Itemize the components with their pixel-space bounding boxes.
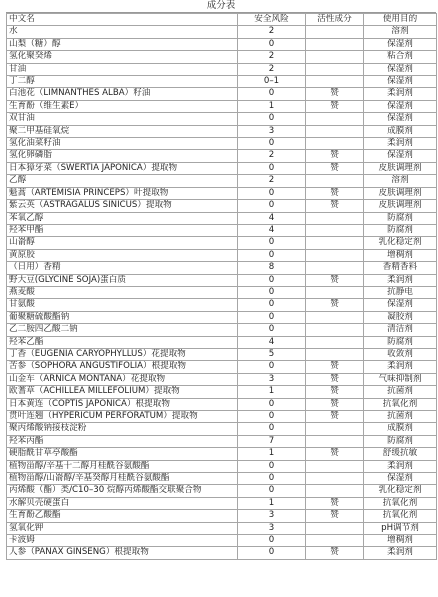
active-flag [306, 113, 364, 125]
table-row [7, 63, 437, 75]
ingredient-name: 氢化卵磷脂 [7, 150, 238, 162]
usage-purpose: 抗静电 [364, 286, 437, 298]
ingredient-name: 水 [7, 26, 238, 38]
ingredient-name: 氢氧化钾 [7, 522, 238, 534]
usage-purpose: 保湿剂 [364, 150, 437, 162]
table-row [7, 162, 437, 174]
table-row [7, 547, 437, 559]
ingredient-name: 野大豆(GLYCINE SOJA)蛋白质 [7, 274, 238, 286]
active-flag [306, 460, 364, 472]
active-flag: 赞 [306, 386, 364, 398]
ingredient-name: 山嵛醇 [7, 237, 238, 249]
active-flag [306, 286, 364, 298]
safety-risk: 5 [238, 348, 306, 360]
safety-risk: 1 [238, 497, 306, 509]
usage-purpose: 保湿剂 [364, 299, 437, 311]
table-row [7, 76, 437, 88]
ingredient-name: 黄原胶 [7, 249, 238, 261]
table-row [7, 386, 437, 398]
table-row [7, 150, 437, 162]
active-flag: 赞 [306, 361, 364, 373]
active-flag [306, 262, 364, 274]
active-flag: 赞 [306, 373, 364, 385]
table-row [7, 26, 437, 38]
ingredient-name: 魁蒿（ARTEMISIA PRINCEPS）叶提取物 [7, 187, 238, 199]
active-flag [306, 51, 364, 63]
safety-risk: 1 [238, 386, 306, 398]
table-row [7, 274, 437, 286]
ingredient-name: 燕麦酸 [7, 286, 238, 298]
active-flag: 赞 [306, 497, 364, 509]
ingredient-name: 聚丙烯酸钠接枝淀粉 [7, 423, 238, 435]
ingredient-name: 丁香（EUGENIA CARYOPHYLLUS）花提取物 [7, 348, 238, 360]
table-row [7, 125, 437, 137]
ingredient-name: 氢化聚癸烯 [7, 51, 238, 63]
ingredient-name: 紫云英（ASTRAGALUS SINICUS）提取物 [7, 200, 238, 212]
table-row [7, 175, 437, 187]
usage-purpose: 抗氧化剂 [364, 510, 437, 522]
safety-risk: 0 [238, 187, 306, 199]
usage-purpose: 粘合剂 [364, 51, 437, 63]
usage-purpose: 保湿剂 [364, 113, 437, 125]
table-row [7, 100, 437, 112]
usage-purpose: 柔润剂 [364, 138, 437, 150]
table-row [7, 510, 437, 522]
active-flag: 赞 [306, 150, 364, 162]
ingredient-name: 甘油 [7, 63, 238, 75]
active-flag [306, 237, 364, 249]
ingredient-name: 甘氨酸 [7, 299, 238, 311]
safety-risk: 3 [238, 522, 306, 534]
table-row [7, 212, 437, 224]
table-row [7, 187, 437, 199]
safety-risk: 0 [238, 249, 306, 261]
usage-purpose: 舒缓抗敏 [364, 448, 437, 460]
usage-purpose: 凝胶剂 [364, 311, 437, 323]
header-active: 活性成分 [306, 14, 364, 26]
ingredient-name: 苯氧乙醇 [7, 212, 238, 224]
ingredient-name: 白池花（LIMNANTHES ALBA）籽油 [7, 88, 238, 100]
table-row [7, 336, 437, 348]
ingredient-name: 葡聚糖硫酸酯钠 [7, 311, 238, 323]
table-row [7, 324, 437, 336]
safety-risk: 4 [238, 224, 306, 236]
active-flag: 赞 [306, 398, 364, 410]
active-flag [306, 26, 364, 38]
table-row [7, 497, 437, 509]
usage-purpose: 乳化稳定剂 [364, 485, 437, 497]
active-flag [306, 336, 364, 348]
safety-risk: 2 [238, 150, 306, 162]
table-row [7, 224, 437, 236]
ingredient-name: 苦参（SOPHORA ANGUSTIFOLIA）根提取物 [7, 361, 238, 373]
safety-risk: 1 [238, 100, 306, 112]
table-row [7, 411, 437, 423]
ingredient-name: 欧蓍草（ACHILLEA MILLEFOLIUM）提取物 [7, 386, 238, 398]
active-flag: 赞 [306, 200, 364, 212]
safety-risk: 3 [238, 510, 306, 522]
safety-risk: 0 [238, 200, 306, 212]
ingredient-name: 双甘油 [7, 113, 238, 125]
safety-risk: 0 [238, 361, 306, 373]
active-flag: 赞 [306, 162, 364, 174]
table-row [7, 485, 437, 497]
usage-purpose: 柔润剂 [364, 460, 437, 472]
safety-risk: 0 [238, 411, 306, 423]
active-flag [306, 435, 364, 447]
active-flag [306, 38, 364, 50]
safety-risk: 0 [238, 299, 306, 311]
usage-purpose: 溶剂 [364, 26, 437, 38]
ingredient-name: 日本黄连（COPTIS JAPONICA）根提取物 [7, 398, 238, 410]
safety-risk: 0 [238, 162, 306, 174]
table-row [7, 535, 437, 547]
usage-purpose: 柔润剂 [364, 547, 437, 559]
table-row [7, 51, 437, 63]
active-flag: 赞 [306, 510, 364, 522]
active-flag: 赞 [306, 187, 364, 199]
safety-risk: 0 [238, 88, 306, 100]
safety-risk: 0 [238, 460, 306, 472]
usage-purpose: 抗氧化剂 [364, 497, 437, 509]
usage-purpose: 防腐剂 [364, 224, 437, 236]
safety-risk: 4 [238, 336, 306, 348]
ingredient-name: 山梨（糖）醇 [7, 38, 238, 50]
active-flag: 赞 [306, 448, 364, 460]
safety-risk: 0 [238, 286, 306, 298]
active-flag [306, 249, 364, 261]
safety-risk: 1 [238, 448, 306, 460]
usage-purpose: 防腐剂 [364, 336, 437, 348]
safety-risk: 0 [238, 324, 306, 336]
usage-purpose: 防腐剂 [364, 212, 437, 224]
usage-purpose: 香精香料 [364, 262, 437, 274]
active-flag: 赞 [306, 299, 364, 311]
ingredient-name: 乙醇 [7, 175, 238, 187]
safety-risk: 0 [238, 113, 306, 125]
active-flag [306, 138, 364, 150]
safety-risk: 0 [238, 38, 306, 50]
usage-purpose: 皮肤调理剂 [364, 200, 437, 212]
usage-purpose: 抗氧化剂 [364, 398, 437, 410]
table-body [7, 26, 437, 559]
active-flag: 赞 [306, 274, 364, 286]
table-row [7, 88, 437, 100]
usage-purpose: 保湿剂 [364, 100, 437, 112]
safety-risk: 4 [238, 212, 306, 224]
table-row [7, 348, 437, 360]
usage-purpose: 气味抑制剂 [364, 373, 437, 385]
ingredient-name: 生育酚（维生素E） [7, 100, 238, 112]
active-flag [306, 348, 364, 360]
ingredient-name: 日本獐牙菜（SWERTIA JAPONICA）提取物 [7, 162, 238, 174]
ingredient-name: 氢化油菜籽油 [7, 138, 238, 150]
active-flag [306, 63, 364, 75]
active-flag [306, 212, 364, 224]
table-row [7, 237, 437, 249]
usage-purpose: 保湿剂 [364, 473, 437, 485]
table-row [7, 311, 437, 323]
ingredient-name: 卡波姆 [7, 535, 238, 547]
usage-purpose: 保湿剂 [364, 76, 437, 88]
safety-risk: 0 [238, 485, 306, 497]
table-row [7, 473, 437, 485]
usage-purpose: 保湿剂 [364, 63, 437, 75]
active-flag [306, 76, 364, 88]
table-row [7, 299, 437, 311]
ingredient-table [6, 13, 437, 560]
safety-risk: 0 [238, 547, 306, 559]
table-row [7, 200, 437, 212]
ingredient-name: 生育酚乙酸酯 [7, 510, 238, 522]
table-row [7, 38, 437, 50]
usage-purpose: 成膜剂 [364, 125, 437, 137]
usage-purpose: 收敛剂 [364, 348, 437, 360]
active-flag: 赞 [306, 100, 364, 112]
ingredient-name: 羟苯乙酯 [7, 336, 238, 348]
table-title: 成分表 [6, 0, 436, 13]
active-flag [306, 423, 364, 435]
ingredient-name: 聚二甲基硅氧烷 [7, 125, 238, 137]
usage-purpose: 增稠剂 [364, 535, 437, 547]
ingredient-name: 丁二醇 [7, 76, 238, 88]
safety-risk: 0 [238, 311, 306, 323]
header-name: 中文名 [7, 14, 238, 26]
ingredient-name: 水解贝壳硬蛋白 [7, 497, 238, 509]
active-flag: 赞 [306, 88, 364, 100]
header-risk: 安全风险 [238, 14, 306, 26]
table-row [7, 113, 437, 125]
table-row [7, 361, 437, 373]
active-flag: 赞 [306, 411, 364, 423]
usage-purpose: 乳化稳定剂 [364, 237, 437, 249]
safety-risk: 0 [238, 237, 306, 249]
safety-risk: 7 [238, 435, 306, 447]
usage-purpose: pH调节剂 [364, 522, 437, 534]
safety-risk: 2 [238, 175, 306, 187]
safety-risk: 0 [238, 535, 306, 547]
ingredient-name: （日用）香精 [7, 262, 238, 274]
safety-risk: 0 [238, 274, 306, 286]
usage-purpose: 清洁剂 [364, 324, 437, 336]
safety-risk: 8 [238, 262, 306, 274]
ingredient-name: 羟苯丙酯 [7, 435, 238, 447]
usage-purpose: 溶剂 [364, 175, 437, 187]
usage-purpose: 柔润剂 [364, 88, 437, 100]
ingredient-name: 乙二胺四乙酸二钠 [7, 324, 238, 336]
active-flag [306, 125, 364, 137]
usage-purpose: 增稠剂 [364, 249, 437, 261]
safety-risk: 3 [238, 373, 306, 385]
active-flag [306, 473, 364, 485]
table-row [7, 423, 437, 435]
usage-purpose: 柔润剂 [364, 274, 437, 286]
safety-risk: 2 [238, 26, 306, 38]
table-row [7, 448, 437, 460]
safety-risk: 0 [238, 138, 306, 150]
active-flag [306, 311, 364, 323]
table-row [7, 398, 437, 410]
active-flag [306, 324, 364, 336]
usage-purpose: 防腐剂 [364, 435, 437, 447]
header-purpose: 使用目的 [364, 14, 437, 26]
usage-purpose: 保湿剂 [364, 38, 437, 50]
ingredient-name: 人参（PANAX GINSENG）根提取物 [7, 547, 238, 559]
ingredient-name: 山金车（ARNICA MONTANA）花提取物 [7, 373, 238, 385]
ingredient-name: 羟苯甲酯 [7, 224, 238, 236]
active-flag [306, 522, 364, 534]
table-row [7, 249, 437, 261]
table-row [7, 138, 437, 150]
active-flag [306, 535, 364, 547]
table-row [7, 262, 437, 274]
safety-risk: 2 [238, 51, 306, 63]
active-flag: 赞 [306, 547, 364, 559]
table-row [7, 522, 437, 534]
safety-risk: 0–1 [238, 76, 306, 88]
usage-purpose: 柔润剂 [364, 361, 437, 373]
safety-risk: 0 [238, 423, 306, 435]
ingredient-name: 硬脂酰甘草亭酸酯 [7, 448, 238, 460]
table-row [7, 373, 437, 385]
safety-risk: 0 [238, 398, 306, 410]
active-flag [306, 175, 364, 187]
ingredient-name: 植物甾醇/山嵛醇/辛基癸醇月桂酰谷氨酸酯 [7, 473, 238, 485]
active-flag [306, 224, 364, 236]
table-row [7, 435, 437, 447]
ingredient-name: 植物甾醇/辛基十二醇月桂酰谷氨酸酯 [7, 460, 238, 472]
ingredient-name: 丙烯酸（酯）类/C10–30 烷醇丙烯酸酯交联聚合物 [7, 485, 238, 497]
usage-purpose: 抗菌剂 [364, 386, 437, 398]
usage-purpose: 皮肤调理剂 [364, 162, 437, 174]
ingredient-name: 贯叶连翘（HYPERICUM PERFORATUM）提取物 [7, 411, 238, 423]
table-row [7, 286, 437, 298]
safety-risk: 0 [238, 473, 306, 485]
usage-purpose: 皮肤调理剂 [364, 187, 437, 199]
safety-risk: 3 [238, 125, 306, 137]
usage-purpose: 成膜剂 [364, 423, 437, 435]
usage-purpose: 抗菌剂 [364, 411, 437, 423]
table-row [7, 460, 437, 472]
safety-risk: 2 [238, 63, 306, 75]
header-row [7, 14, 437, 26]
active-flag [306, 485, 364, 497]
